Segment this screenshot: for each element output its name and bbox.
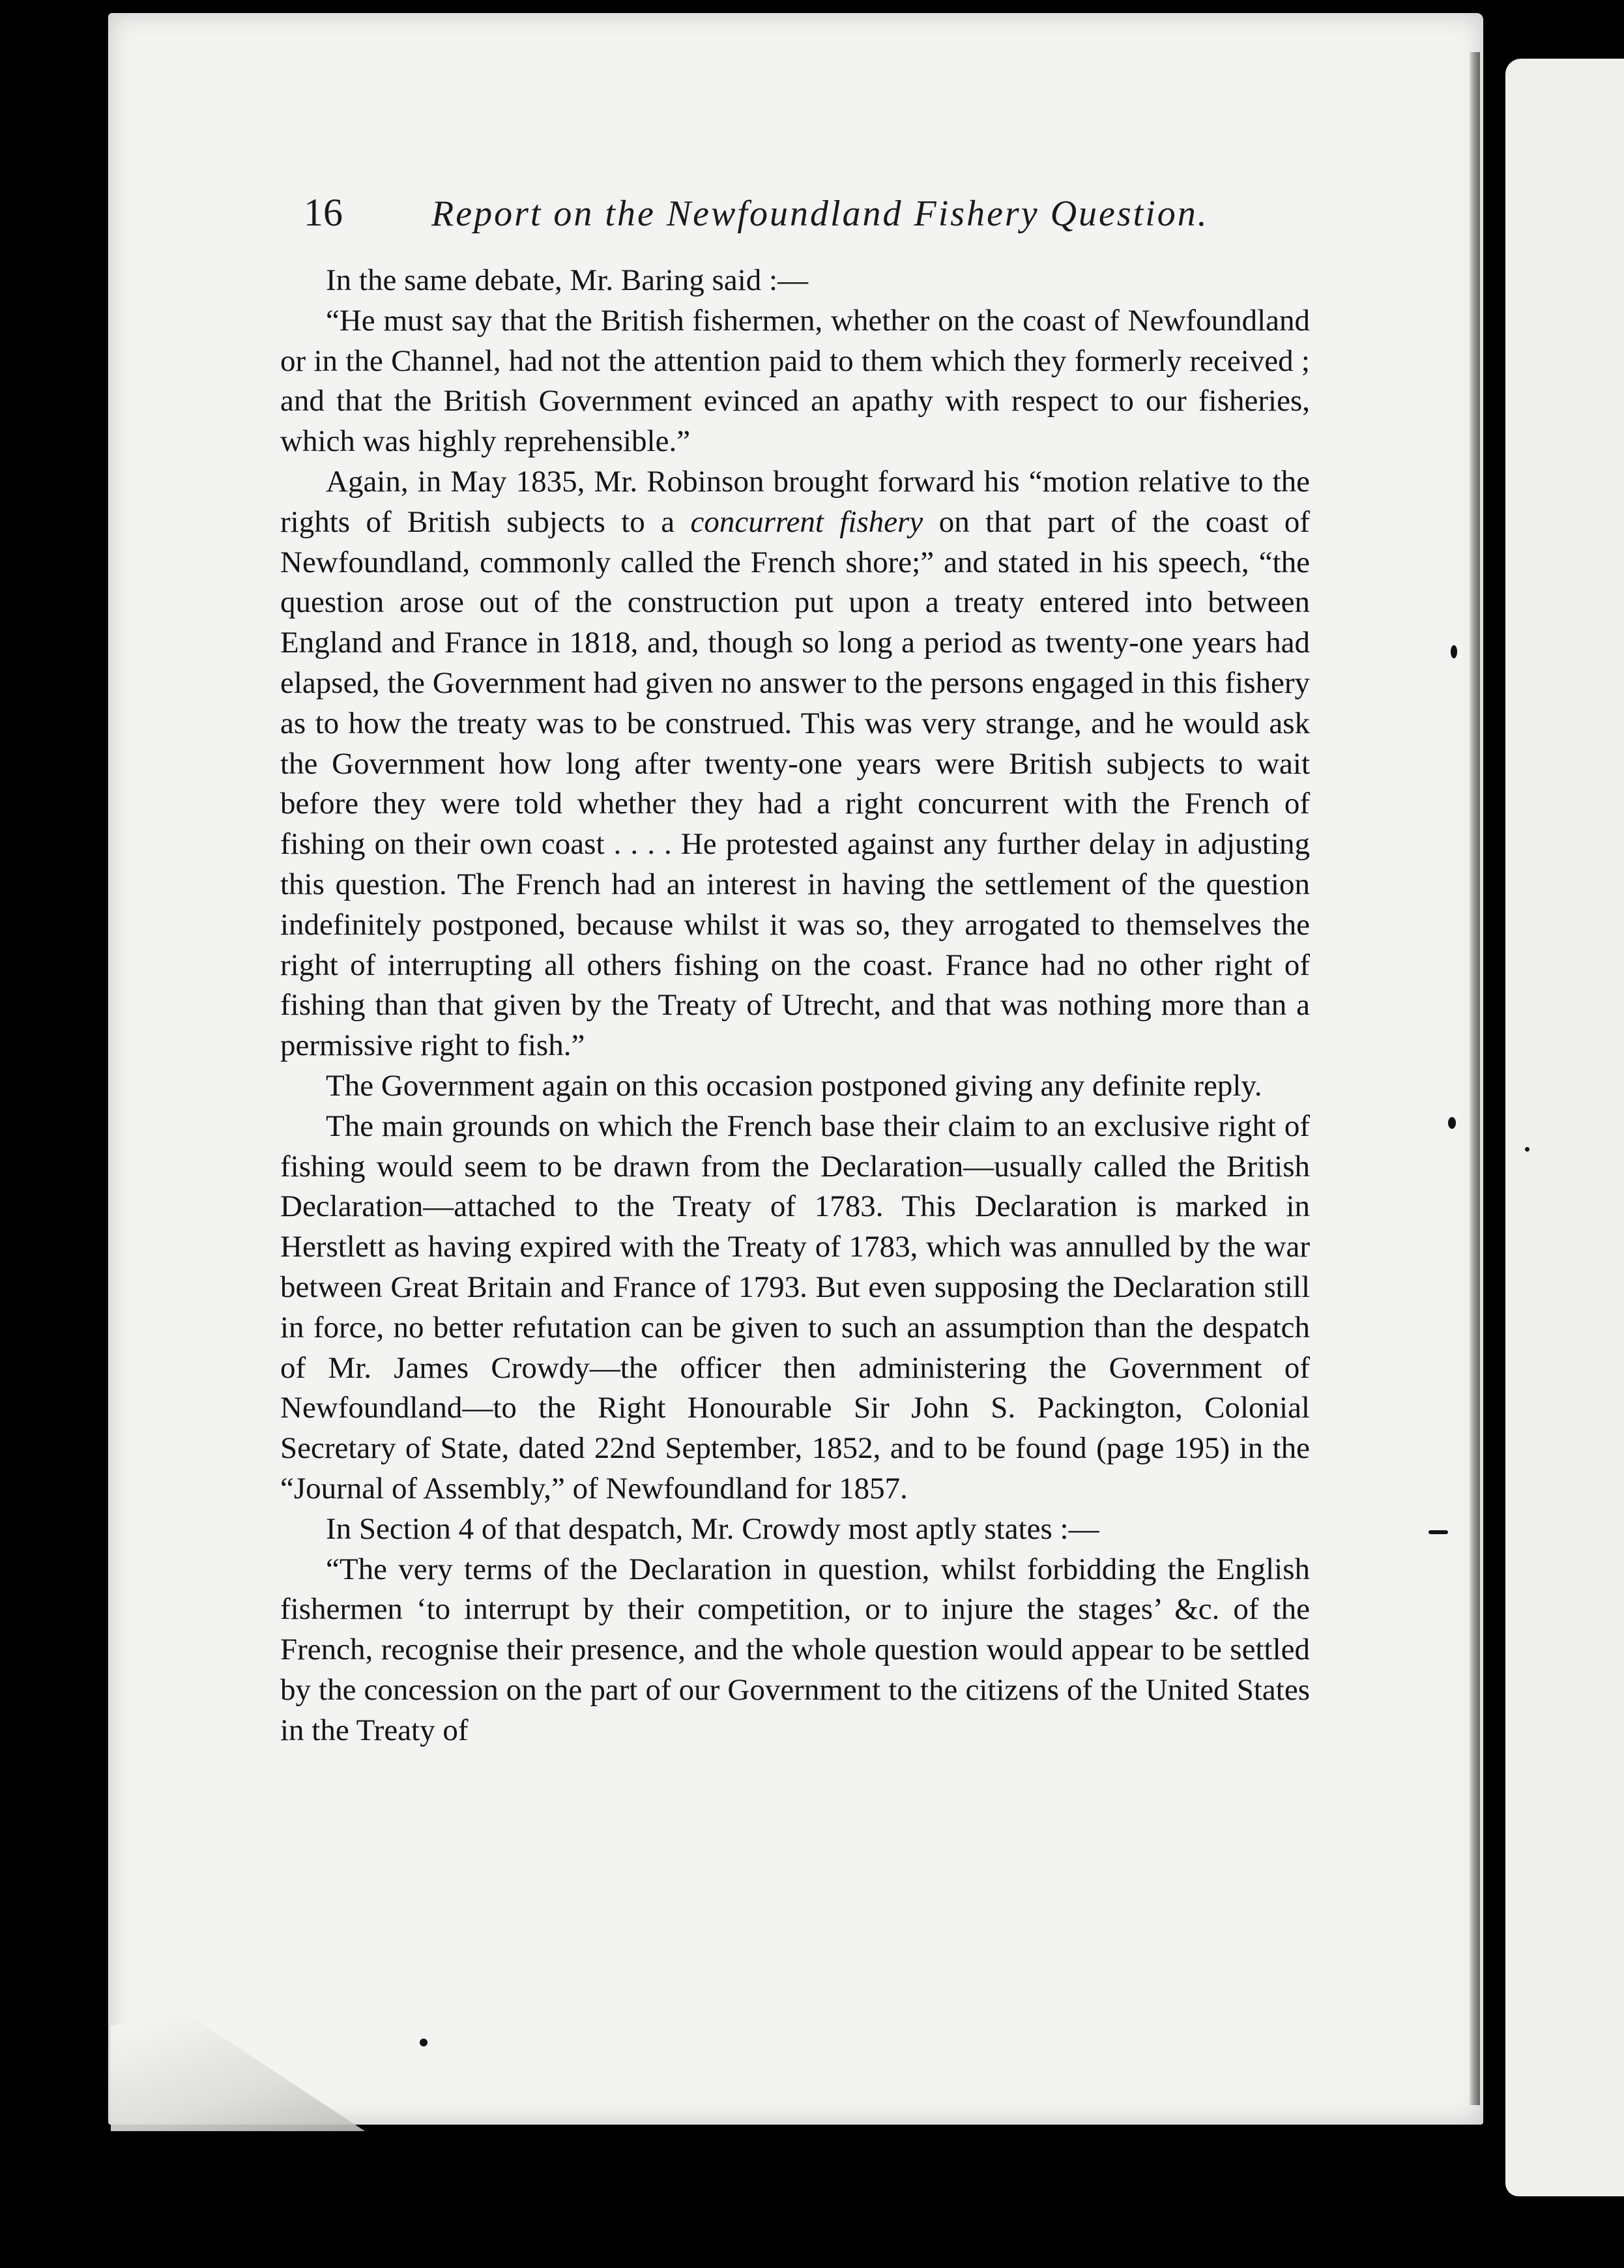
- body-text: [280, 261, 1310, 1751]
- adjacent-page-edge: [1505, 59, 1624, 2196]
- margin-speck: [1451, 645, 1457, 658]
- paragraph: The main grounds on which the French base their claim to an exclusive right of fishing would seem to be drawn from the Declaration—usually called the British Declaration—attached to the Treaty of 1783. This Declaration is marked in Herstlett as having expired with the Treaty of 1783, which was annulled by the war between Great Britain and France of 1793. But even supposing the Declaration still in force, no better refutation can be given to such an assumption than the despatch of Mr. James Crowdy—the officer then administering the Government of Newfoundland—to the Right Honourable Sir John S. Packington, Colonial Secretary of State, dated 22nd September, 1852, and to be found (page 195) in the “Journal of Assembly,” of Newfoundland for 1857.: [280, 1109, 1310, 1505]
- page-number: 16: [304, 191, 343, 234]
- paragraph: [280, 462, 1310, 1066]
- margin-speck: [1525, 1147, 1530, 1152]
- paragraph: In Section 4 of that despatch, Mr. Crowdy most aptly states :—: [326, 1511, 1099, 1546]
- page-header: [304, 190, 1216, 255]
- paragraph-text: on that part of the coast of Newfoundland, commonly called the French shore;” and stated in his speech, “the question arose out of the construction put upon a treaty entered into between England and France in 1818, and, though so long a period as twenty-one years had elapsed, the Government had given no answer to the persons engaged in this fishery as to how the treaty was to be construed. This was very strange, and he would ask the Government how long after twenty-one years were British subjects to wait before they were told whether they had a right concurrent with the French of fishing on their own coast . . . . He protested against any further delay in adjusting this question. The French had an interest in having the settlement of the question indefinitely postponed, because whilst it was so, they arrogated to themselves the right of interrupting all others fishing on the coast. France had no other right of fishing than that given by the Treaty of Utrecht, and that was nothing more than a permissive right to fish.”: [280, 504, 1311, 1063]
- margin-speck: [1428, 1530, 1448, 1534]
- running-title: Report on the Newfoundland Fishery Question.: [431, 194, 1209, 234]
- margin-speck: [1448, 1117, 1456, 1129]
- paragraph: In the same debate, Mr. Baring said :—: [326, 263, 809, 297]
- paragraph: The Government again on this occasion postponed giving any definite reply.: [326, 1068, 1262, 1103]
- quoted-paragraph: “The very terms of the Declaration in question, whilst forbidding the English fishermen ‘to interrupt by their competition, or to injure the stages’ &c. of the French, recognise their presence, and the whole question would appear to be settled by the concession on the part of our Government to the citizens of the United States in the Treaty of: [280, 1552, 1310, 1747]
- quoted-paragraph: “He must say that the British fishermen, whether on the coast of Newfoundland or in the Channel, had not the attention paid to them which they formerly received ; and that the British Government evinced an apathy with respect to our fisheries, which was highly reprehensible.”: [280, 303, 1310, 459]
- italic-phrase: concurrent fishery: [690, 504, 923, 539]
- ink-dot: [420, 2039, 428, 2046]
- paragraph-text: Again, in May 1835, Mr. Robinson brought forward his “motion relative to the rights of British subjects to a: [280, 464, 1310, 539]
- page-gutter-shadow: [1470, 52, 1480, 2105]
